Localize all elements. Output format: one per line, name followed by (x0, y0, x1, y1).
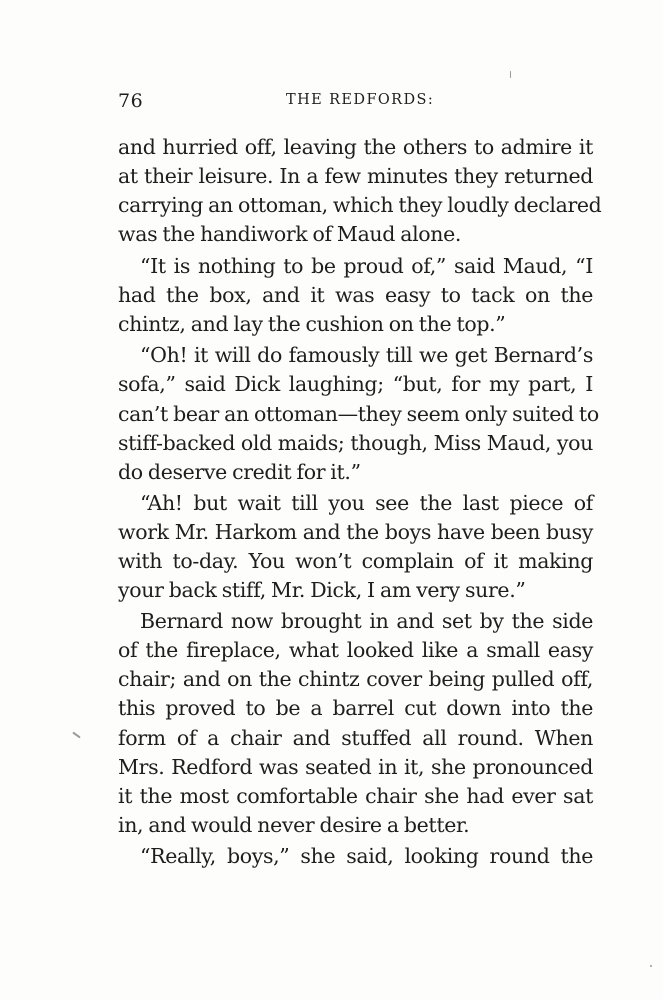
running-title: THE REDFORDS: (286, 92, 435, 108)
scan-speck (72, 732, 81, 739)
page-number: 76 (118, 90, 144, 112)
text-line: this proved to be a barrel cut down into the (118, 696, 593, 720)
text-line: Mrs. Redford was seated in it, she pronounced (118, 755, 593, 779)
text-line: of the fireplace, what looked like a small easy (118, 638, 593, 662)
text-line: stiff-backed old maids; though, Miss Maud, you (118, 431, 593, 455)
text-line: “Really, boys,” she said, looking round the (140, 844, 593, 868)
running-head (118, 90, 593, 118)
text-line: at their leisure. In a few minutes they returned (118, 164, 593, 188)
text-line: with to-day. You won’t complain of it making (118, 549, 593, 573)
text-line: and hurried off, leaving the others to admire it (118, 135, 593, 159)
text-line: work Mr. Harkom and the boys have been busy (118, 520, 593, 544)
text-line: “Oh! it will do famously till we get Bernard’s (140, 343, 593, 367)
text-line: had the box, and it was easy to tack on the (118, 283, 593, 307)
text-line: “It is nothing to be proud of,” said Maud, “I (140, 254, 593, 278)
scan-speck (650, 965, 652, 967)
text-line: chintz, and lay the cushion on the top.” (118, 312, 506, 336)
text-line: can’t bear an ottoman—they seem only suited to (118, 402, 599, 426)
scan-speck (510, 71, 511, 78)
text-line: was the handiwork of Maud alone. (118, 222, 462, 246)
text-line: Bernard now brought in and set by the side (140, 609, 593, 633)
text-line: in, and would never desire a better. (118, 813, 470, 837)
text-line: “Ah! but wait till you see the last piece of (140, 491, 593, 515)
text-line: form of a chair and stuffed all round. When (118, 726, 593, 750)
text-line: carrying an ottoman, which they loudly declared (118, 193, 602, 217)
text-line: your back stiff, Mr. Dick, I am very sure.” (118, 578, 526, 602)
text-line: chair; and on the chintz cover being pulled off, (118, 667, 593, 691)
text-line: do deserve credit for it.” (118, 460, 361, 484)
text-line: it the most comfortable chair she had ever sat (118, 784, 593, 808)
text-line: sofa,” said Dick laughing; “but, for my part, I (118, 372, 593, 396)
